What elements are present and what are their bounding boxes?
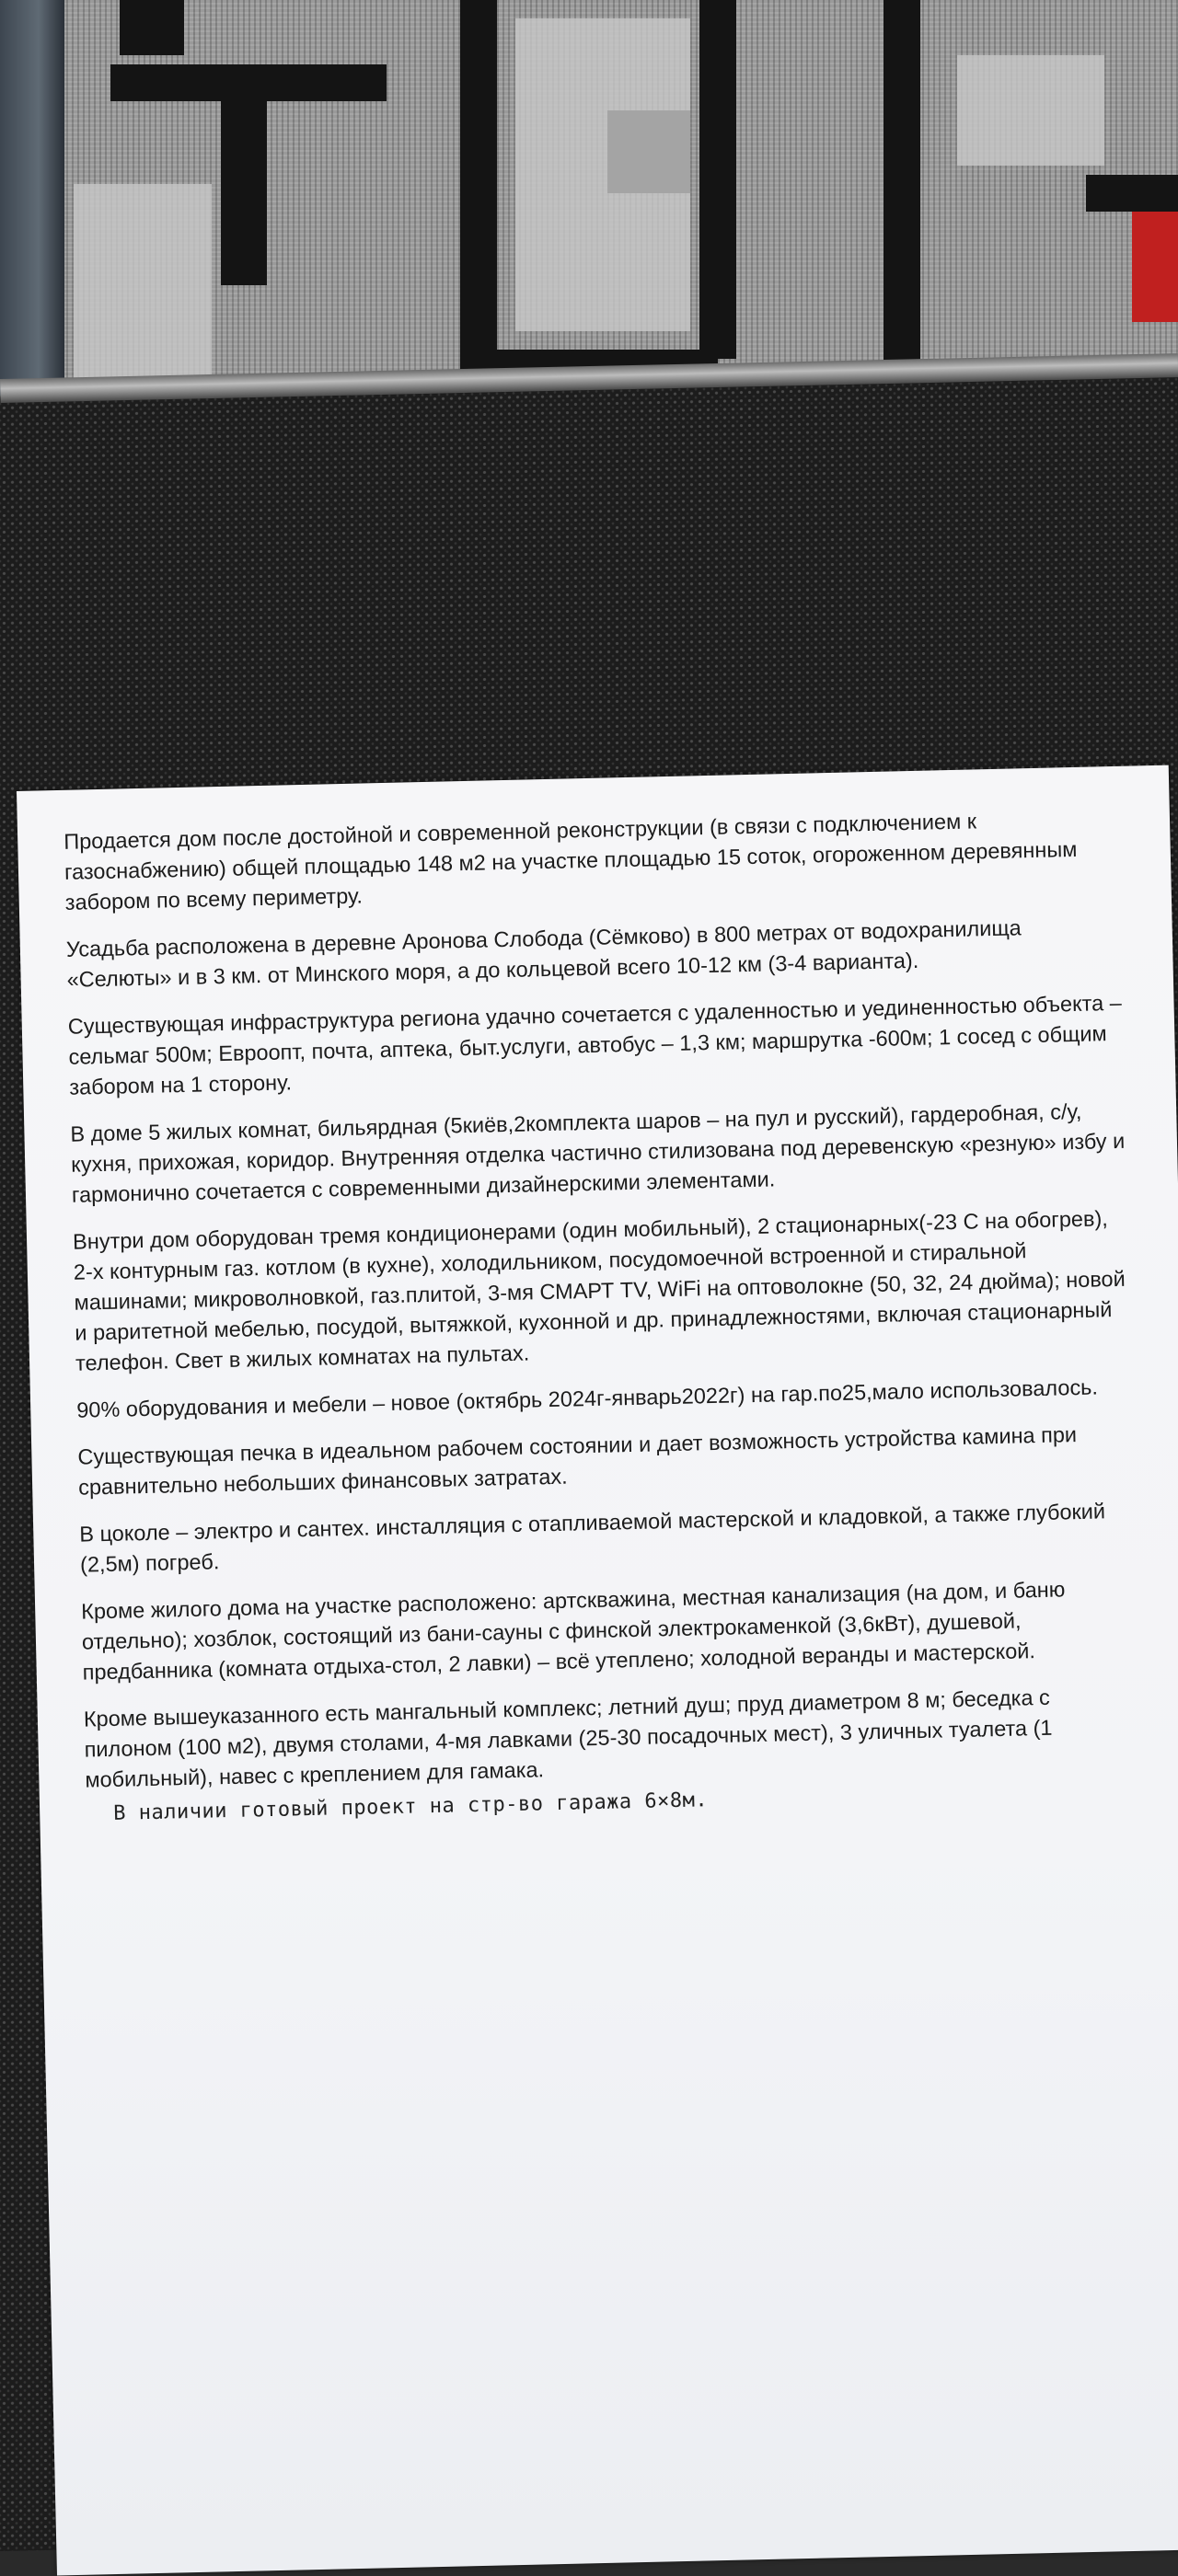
paragraph-location: Усадьба расположена в деревне Аронова Слобода (Сёмково) в 800 метрах от водохранилища «Селюты» и в 3 км. от Минского моря, а до кольцевой всего 10-12 км (3-4 варианта). (65, 915, 1022, 992)
carpet-pattern (1132, 212, 1178, 322)
paragraph-intro: Продается дом после достойной и современной реконструкции (в связи с подключением к газоснабжению) общей площадью 148 м2 на участке площадью 15 соток, огороженном деревянным забором по всему периметру. (63, 809, 1078, 914)
paragraph-plot: Кроме жилого дома на участке расположено: артскважина, местная канализация (на дом, и баню отдельно); хозблок, состоящий из бани-сауны с финской электрокаменкой (3,6кВт), душевой, предбанника (комната отдыха-стол, 2 лавки) – всё утеплено; холодной веранды и мастерской. (80, 1577, 1066, 1685)
paragraph-extras: Кроме вышеуказанного есть мангальный комплекс; летний душ; пруд диаметром 8 м; беседка с пилоном (100 м2), двумя столами, 4-мя лавками (25-30 посадочных мест), 3 уличных туалета (1 мобильный), навес с креплением для гамака. (83, 1685, 1053, 1792)
handwritten-note: В наличии готовый проект на стр-во гаража 6×8м. (112, 1788, 709, 1825)
carpet-pattern (110, 64, 387, 101)
carpet-pattern (957, 55, 1104, 166)
paragraph-new-equipment: 90% оборудования и мебели – новое (октябрь 2024г-январь2022г) на гар.по25,мало использовалось. (75, 1374, 1099, 1422)
paragraph-basement: В цоколе – электро и сантех. инсталляция с отапливаемой мастерской и кладовкой, а также глубокий (2,5м) погреб. (79, 1499, 1106, 1577)
carpet-pattern (699, 0, 736, 359)
paragraph-stove: Существующая печка в идеальном рабочем состоянии и дает возможность устройства камина при сравнительно небольших финансовых затратах. (77, 1422, 1078, 1500)
carpet-pattern (884, 0, 920, 386)
carpet-pattern (120, 0, 184, 55)
paragraph-infrastructure: Существующая инфраструктура региона удачно сочетается с удаленностью и уединенностью объекта – сельмаг 500м; Евроопт, почта, аптека, быт.услуги, автобус – 1,3 км; маршрутка -600м; 1 сосед с общим забором на 1 сторону. (67, 990, 1123, 1099)
paragraph-equipment: Внутри дом оборудован тремя кондиционерами (один мобильный), 2 стационарных(-23 С на обогрев), 2-х контурным газ. котлом (в кухне), холодильником, посудомоечной встроенной и стиральной машинами; микроволновкой, газ.плитой, 3-мя СМАРТ TV, WiFi на оптоволокне (50, 32, 24 дюйма); новой и раритетной мебелью, посудой, вытяжкой, кухонной и др. принадлежностями, включая стационарный телефон. Свет в жилых комнатах на пультах. (72, 1206, 1126, 1375)
paper-sheet (17, 765, 1178, 2576)
carpet-pattern (1086, 175, 1178, 212)
carpet-pattern (515, 18, 690, 331)
paragraph-rooms: В доме 5 жилых комнат, бильярдная (5киёв,2комплекта шаров – на пул и русский), гардеробная, с/у, кухня, прихожая, коридор. Внутренняя отделка частично стилизована под деревенскую «резную» избу и гармонично сочетается с современными дизайнерскими элементами. (70, 1098, 1126, 1207)
carpet-pattern (221, 101, 267, 285)
document-text (64, 803, 1144, 1830)
